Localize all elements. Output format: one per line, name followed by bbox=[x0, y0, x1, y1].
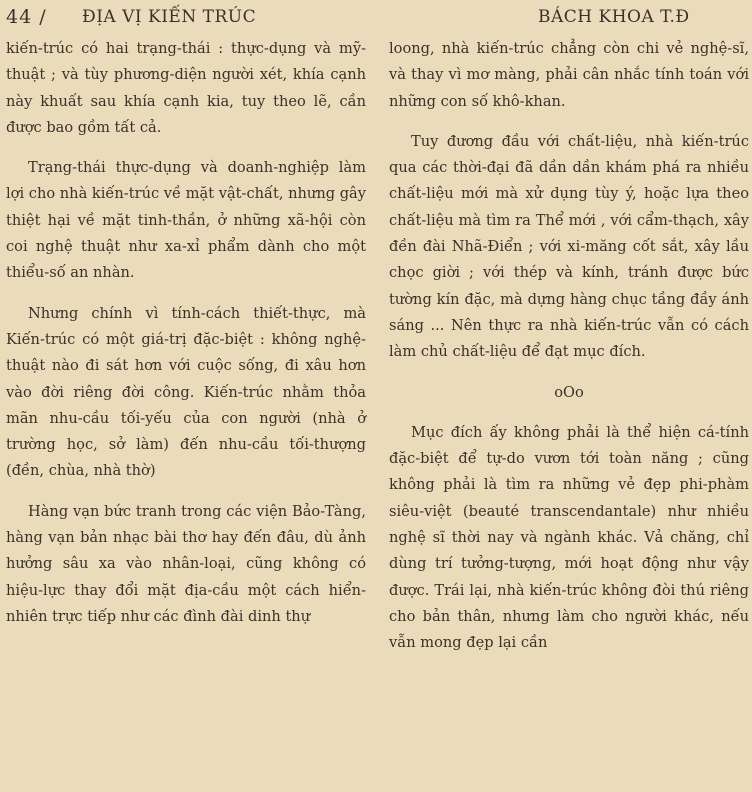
paragraph: Nhưng chính vì tính-cách thiết-thực, mà Kiến-trúc có một giá-trị đặc-biệt : không nghệ-thuật nào đi sát hơn với cuộc sống, đi xâu hơn vào đời riêng đời công. Kiến-trúc nhằm thỏa mãn nhu-cầu tối-yếu của con người (nhà ở trường học, sở làm) đến nhu-cầu tối-thượng (đền, chùa, nhà thờ) bbox=[6, 304, 366, 480]
right-column bbox=[389, 36, 749, 671]
running-header bbox=[0, 6, 752, 36]
running-title-left: ĐỊA VỊ KIẾN TRÚC bbox=[82, 7, 257, 27]
left-column bbox=[6, 36, 366, 644]
paragraph: Hàng vạn bức tranh trong các viện Bảo-Tàng, hàng vạn bản nhạc bài thơ hay đến đâu, dù ảnh hưởng sâu xa vào nhân-loại, cũng không có hiệu-lực thay đổi mặt địa-cầu một cách hiển-nhiên trực tiếp như các đình đài dinh thự bbox=[6, 502, 366, 625]
paragraph: Tuy đương đầu với chất-liệu, nhà kiến-trúc qua các thời-đại đã dần dần khám phá ra nhiều chất-liệu mới mà xử dụng tùy ý, hoặc lựa theo chất-liệu mà tìm ra Thể mới , với cẩm-thạch, xây đền đài Nhã-Điển ; với xi-măng cốt sắt, xây lầu chọc giời ; với thép và kính, tránh được bức tường kín đặc, mà dựng hàng chục tầng đầy ánh sáng ... Nên thực ra nhà kiến-trúc vẫn có cách làm chủ chất-liệu để đạt mục đích. bbox=[389, 132, 749, 361]
page-number: 44 / bbox=[6, 6, 47, 28]
paragraph: Trạng-thái thực-dụng và doanh-nghiệp làm lợi cho nhà kiến-trúc về mặt vật-chất, nhưng gây thiệt hại về mặt tinh-thần, ở những xã-hội còn coi nghệ thuật như xa-xỉ phẩm dành cho một thiểu-số an nhàn. bbox=[6, 159, 366, 282]
running-title-right: BÁCH KHOA T.Đ bbox=[538, 7, 690, 27]
paragraph: loong, nhà kiến-trúc chẳng còn chi vẻ nghệ-sĩ, và thay vì mơ màng, phải cân nhắc tính toán với những con số khô-khan. bbox=[389, 40, 749, 110]
paragraph: Mục đích ấy không phải là thể hiện cá-tính đặc-biệt để tự-do vươn tới toàn năng ; cũng không phải là tìm ra những vẻ đẹp phi-phàm siêu-việt (beauté transcendantale) như nhiều nghệ sĩ thời nay và ngành khác. Vả chăng, chỉ dùng trí tưởng-tượng, mới hoạt động như vậy được. Trái lại, nhà kiến-trúc không đòi thú riêng cho bản thân, nhưng làm cho người khác, nếu vẫn mong đẹp lại cần bbox=[389, 423, 749, 652]
section-separator: oOo bbox=[554, 383, 584, 401]
paragraph: kiến-trúc có hai trạng-thái : thực-dụng và mỹ-thuật ; và tùy phương-diện người xét, khía cạnh này khuất sau khía cạnh kia, tuy theo lẽ, cần được bao gồm tất cả. bbox=[6, 40, 366, 136]
